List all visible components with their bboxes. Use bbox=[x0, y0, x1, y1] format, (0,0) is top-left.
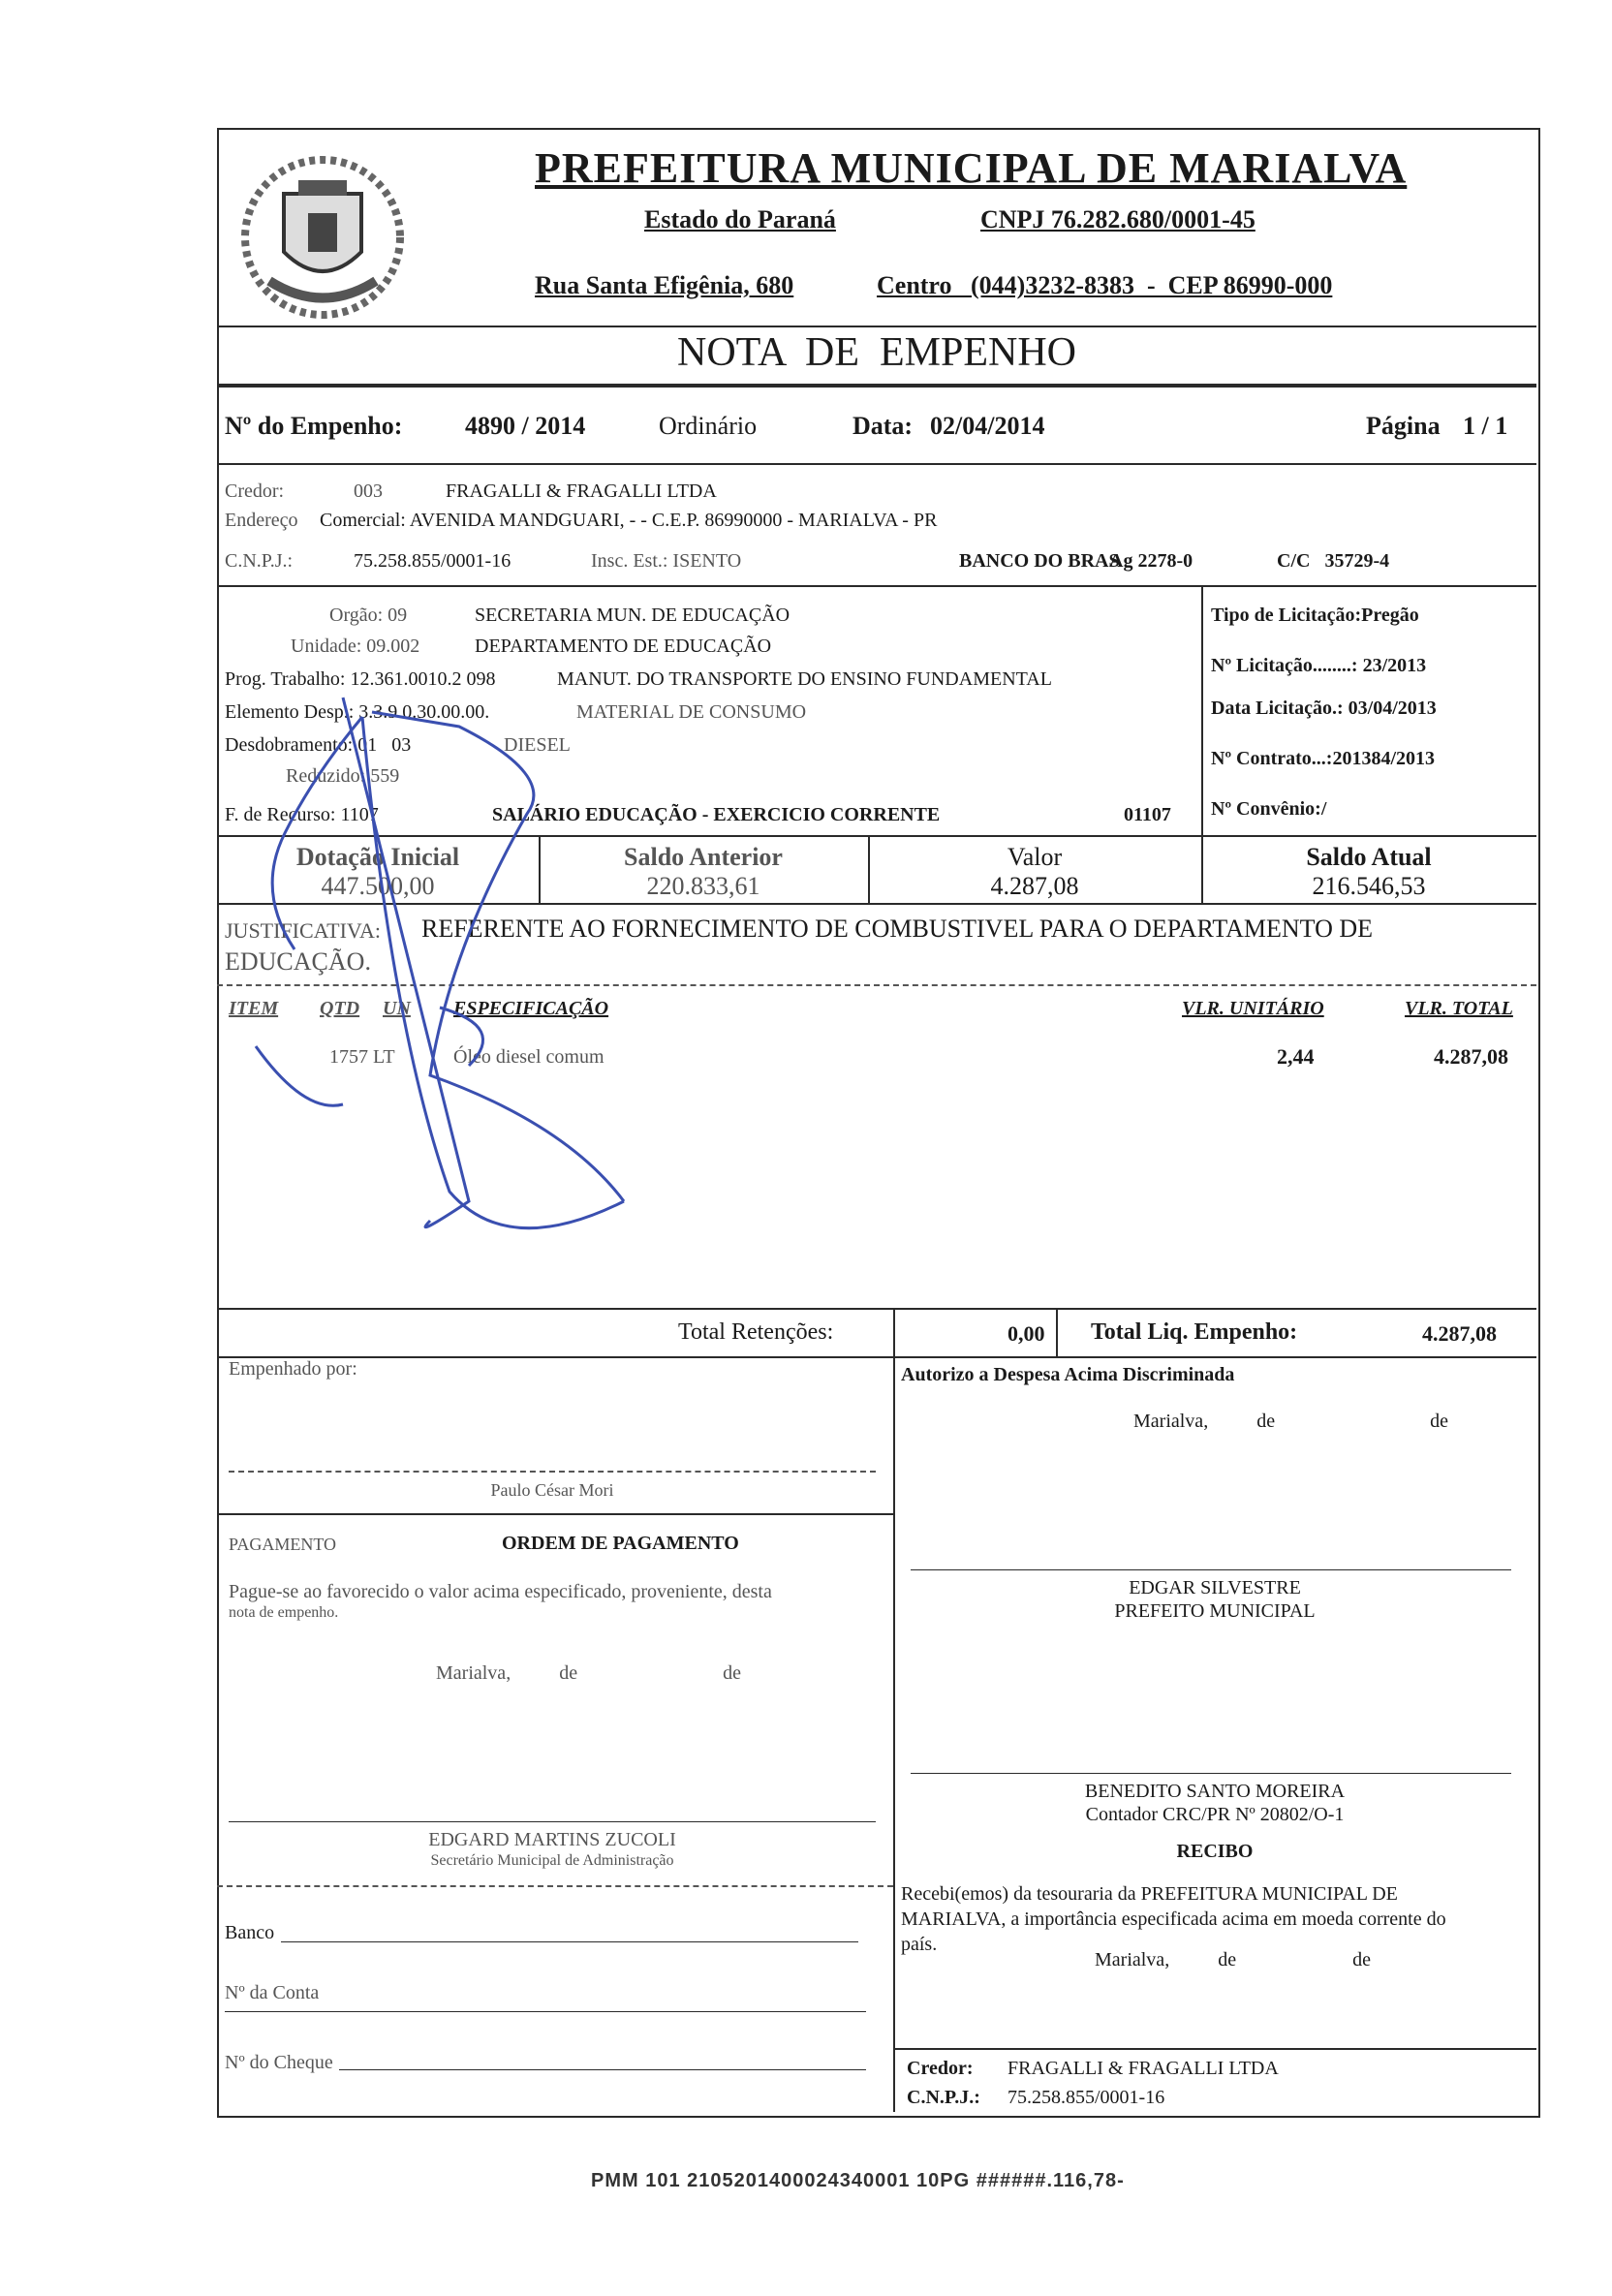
signature-line bbox=[911, 1569, 1511, 1570]
col-qtd: QTD bbox=[320, 998, 360, 1019]
empenho-number-label: Nº do Empenho: bbox=[225, 412, 403, 440]
dotacao-inicial-value: 447.500,00 bbox=[321, 872, 435, 900]
cnpj-label: C.N.P.J.: bbox=[225, 550, 294, 572]
cnpj-value: 75.258.855/0001-16 bbox=[354, 550, 512, 572]
empenho-number: 4890 / 2014 bbox=[465, 412, 586, 440]
coat-of-arms-icon bbox=[231, 145, 415, 329]
banco-line bbox=[281, 1941, 858, 1942]
num-contrato: Nº Contrato...:201384/2013 bbox=[1211, 748, 1436, 769]
data-licitacao: Data Licitação.: 03/04/2013 bbox=[1211, 698, 1437, 719]
divider bbox=[217, 463, 1536, 465]
col-vlr-total: VLR. TOTAL bbox=[1405, 998, 1513, 1019]
secretario-name: EDGARD MARTINS ZUCOLI bbox=[428, 1829, 676, 1850]
divider bbox=[217, 326, 1536, 327]
col-item: ITEM bbox=[229, 998, 279, 1019]
fonte-recurso: F. de Recurso: 1107 bbox=[225, 804, 379, 825]
marialva-date-3: Marialva, de de bbox=[1095, 1949, 1371, 1970]
total-retencoes-value: 0,00 bbox=[1008, 1321, 1045, 1346]
marialva-date-2: Marialva, de de bbox=[436, 1662, 741, 1684]
unidade: Unidade: 09.002 bbox=[291, 636, 420, 657]
machine-stamp: PMM 101 2105201400024340001 10PG ######.116,78- bbox=[591, 2170, 1125, 2191]
num-convenio: Nº Convênio:/ bbox=[1211, 798, 1327, 820]
banco-label: Banco bbox=[225, 1922, 275, 1943]
doc-title: NOTA DE EMPENHO bbox=[677, 330, 1076, 375]
total-retencoes-label: Total Retenções: bbox=[678, 1319, 834, 1345]
divider bbox=[217, 1885, 893, 1887]
fonte-recurso-code: 01107 bbox=[1124, 804, 1171, 825]
bank-agency: Ag 2278-0 bbox=[1109, 550, 1194, 572]
item-qtd-un: 1757 LT bbox=[329, 1046, 395, 1068]
fonte-recurso-desc: SALÁRIO EDUCAÇÃO - EXERCICIO CORRENTE bbox=[492, 804, 941, 825]
recibo-text-1: Recebi(emos) da tesouraria da PREFEITURA MUNICIPAL DE bbox=[901, 1883, 1398, 1905]
elemento-despesa: Elemento Desp.: 3.3.9.0.30.00.00. bbox=[225, 701, 490, 723]
secretario-cargo: Secretário Municipal de Administração bbox=[430, 1852, 674, 1869]
justificativa-label: JUSTIFICATIVA: bbox=[225, 918, 381, 943]
insc-est: Insc. Est.: ISENTO bbox=[591, 550, 742, 572]
justificativa-text-2: EDUCAÇÃO. bbox=[225, 947, 371, 976]
endereco-label: Endereço bbox=[225, 510, 298, 531]
credor-footer-label: Credor: bbox=[907, 2058, 974, 2079]
saldo-anterior-label: Saldo Anterior bbox=[624, 843, 783, 871]
conta-label: Nº da Conta bbox=[225, 1982, 320, 2003]
header-state: Estado do Paraná bbox=[644, 205, 836, 233]
cheque-label: Nº do Cheque bbox=[225, 2052, 333, 2073]
header-cnpj: CNPJ 76.282.680/0001-45 bbox=[980, 205, 1256, 233]
recibo-text-2: MARIALVA, a importância especificada acima em moeda corrente do bbox=[901, 1908, 1446, 1930]
divider bbox=[217, 585, 1536, 587]
total-liquido-label: Total Liq. Empenho: bbox=[1091, 1319, 1298, 1345]
signature-line bbox=[911, 1773, 1511, 1774]
credor-footer-value: FRAGALLI & FRAGALLI LTDA bbox=[1008, 2058, 1279, 2079]
valor-value: 4.287,08 bbox=[990, 872, 1079, 900]
col-un: UN bbox=[383, 998, 411, 1019]
handwritten-signature bbox=[217, 659, 760, 1492]
dotacao-inicial-label: Dotação Inicial bbox=[295, 843, 460, 871]
prog-trabalho: Prog. Trabalho: 12.361.0010.2 098 bbox=[225, 668, 496, 690]
divider bbox=[217, 384, 1536, 388]
conta-line bbox=[225, 2011, 866, 2012]
divider bbox=[893, 1308, 895, 1356]
page-number: 1 / 1 bbox=[1463, 412, 1508, 440]
orgao: Orgão: 09 bbox=[329, 605, 408, 626]
page-label: Página bbox=[1366, 412, 1441, 440]
bank-account: C/C 35729-4 bbox=[1277, 550, 1390, 572]
divider bbox=[217, 1513, 893, 1515]
elemento-desc: MATERIAL DE CONSUMO bbox=[576, 701, 807, 723]
pague-text-1: Pague-se ao favorecido o valor acima especificado, proveniente, desta bbox=[229, 1581, 772, 1602]
orgao-desc: SECRETARIA MUN. DE EDUCAÇÃO bbox=[475, 605, 790, 626]
prefeito-cargo: PREFEITO MUNICIPAL bbox=[1114, 1600, 1316, 1622]
pagamento-label: PAGAMENTO bbox=[229, 1535, 337, 1554]
item-unit-price: 2,44 bbox=[1277, 1044, 1315, 1069]
signature-line bbox=[229, 1821, 876, 1822]
divider bbox=[893, 2048, 1536, 2050]
total-liquido-value: 4.287,08 bbox=[1422, 1321, 1497, 1346]
tipo-licitacao: Tipo de Licitação:Pregão bbox=[1211, 605, 1419, 626]
paulo-name: Paulo César Mori bbox=[490, 1480, 614, 1500]
desdobramento: Desdobramento: 01 03 bbox=[225, 734, 412, 756]
reduzido: Reduzido: 559 bbox=[286, 765, 400, 787]
divider bbox=[893, 1356, 895, 2112]
contador-name: BENEDITO SANTO MOREIRA bbox=[1084, 1781, 1346, 1802]
credor-name: FRAGALLI & FRAGALLI LTDA bbox=[446, 481, 717, 502]
contador-cargo: Contador CRC/PR Nº 20802/O-1 bbox=[1085, 1804, 1345, 1825]
num-licitacao: Nº Licitação........: 23/2013 bbox=[1211, 655, 1427, 676]
col-vlr-unitario: VLR. UNITÁRIO bbox=[1182, 998, 1324, 1019]
divider bbox=[1056, 1308, 1058, 1356]
ordem-pagamento-title: ORDEM DE PAGAMENTO bbox=[502, 1533, 739, 1554]
item-desc: Óleo diesel comum bbox=[453, 1046, 604, 1068]
header-address: Rua Santa Efigênia, 680 bbox=[535, 271, 794, 299]
header-contact: Centro (044)3232-8383 - CEP 86990-000 bbox=[877, 271, 1333, 299]
credor-cnpj-footer-label: C.N.P.J.: bbox=[907, 2087, 980, 2108]
unidade-desc: DEPARTAMENTO DE EDUCAÇÃO bbox=[475, 636, 772, 657]
desdobramento-desc: DIESEL bbox=[504, 734, 571, 756]
empenho-date-label: Data: bbox=[852, 412, 914, 440]
col-especificacao: ESPECIFICAÇÃO bbox=[453, 998, 609, 1019]
empenho-date: 02/04/2014 bbox=[930, 412, 1045, 440]
empenho-type: Ordinário bbox=[659, 412, 758, 440]
item-total: 4.287,08 bbox=[1434, 1044, 1508, 1069]
saldo-atual-label: Saldo Atual bbox=[1306, 843, 1432, 871]
marialva-date-1: Marialva, de de bbox=[1133, 1411, 1448, 1432]
empenhado-por-label: Empenhado por: bbox=[229, 1358, 357, 1380]
saldo-atual-value: 216.546,53 bbox=[1312, 872, 1426, 900]
prog-desc: MANUT. DO TRANSPORTE DO ENSINO FUNDAMENTAL bbox=[557, 668, 1052, 690]
credor-code: 003 bbox=[354, 481, 383, 502]
credor-cnpj-footer-value: 75.258.855/0001-16 bbox=[1008, 2087, 1165, 2108]
pague-text-2: nota de empenho. bbox=[229, 1604, 339, 1621]
header-title: PREFEITURA MUNICIPAL DE MARIALVA bbox=[535, 144, 1408, 192]
saldo-anterior-value: 220.833,61 bbox=[646, 872, 760, 900]
credor-label: Credor: bbox=[225, 481, 285, 502]
recibo-title: RECIBO bbox=[1176, 1841, 1254, 1862]
divider bbox=[1201, 585, 1203, 835]
cheque-line bbox=[339, 2069, 866, 2070]
valor-label: Valor bbox=[1007, 843, 1063, 871]
prefeito-name: EDGAR SILVESTRE bbox=[1129, 1577, 1301, 1598]
recibo-text-3: país. bbox=[901, 1934, 938, 1955]
bank-name: BANCO DO BRAS bbox=[959, 550, 1120, 572]
justificativa-text: REFERENTE AO FORNECIMENTO DE COMBUSTIVEL PARA O DEPARTAMENTO DE bbox=[421, 915, 1374, 943]
endereco-value: Comercial: AVENIDA MANDGUARI, - - C.E.P. 86990000 - MARIALVA - PR bbox=[320, 510, 938, 531]
autorizo-text: Autorizo a Despesa Acima Discriminada bbox=[901, 1364, 1235, 1385]
